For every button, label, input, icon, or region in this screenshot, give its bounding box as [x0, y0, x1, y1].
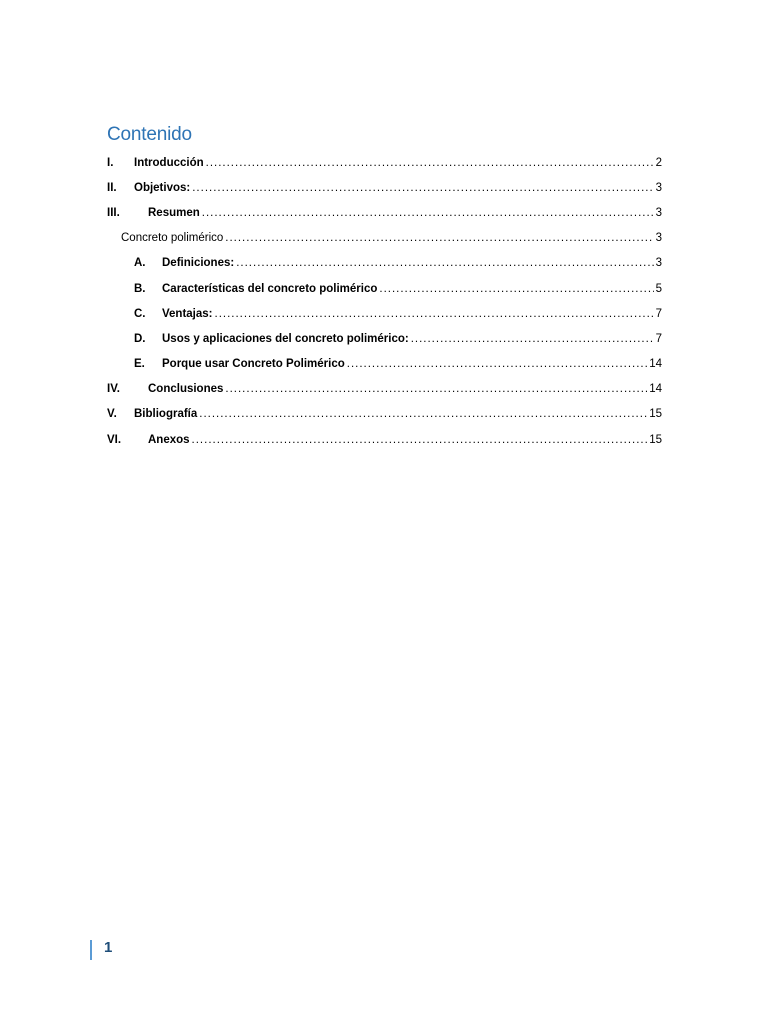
toc-entry-number: B. [134, 282, 146, 295]
toc-entry-page: 2 [655, 156, 662, 169]
toc-entry-page: 14 [649, 383, 662, 396]
toc-entry-page: 3 [655, 232, 662, 245]
toc-entry-number: C. [134, 307, 146, 320]
toc-entry-title: Resumen [148, 206, 200, 219]
toc-entry-page: 15 [649, 408, 662, 421]
toc-list [107, 150, 662, 452]
toc-entry-definiciones[interactable] [107, 251, 662, 276]
toc-leader-dots [206, 157, 654, 169]
toc-entry-number: A. [134, 257, 146, 270]
toc-entry-page: 7 [655, 307, 662, 320]
toc-entry-porque-usar[interactable] [107, 352, 662, 377]
toc-leader-dots [192, 434, 648, 446]
toc-entry-conclusiones[interactable] [107, 377, 662, 402]
toc-entry-number: I. [107, 156, 114, 169]
toc-leader-dots [411, 333, 654, 345]
toc-leader-dots [192, 182, 653, 194]
toc-entry-number: E. [134, 358, 145, 371]
toc-leader-dots [199, 408, 647, 420]
toc-entry-title: Objetivos: [134, 181, 191, 194]
toc-entry-title: Conclusiones [148, 383, 224, 396]
toc-entry-resumen[interactable] [107, 200, 662, 225]
toc-entry-title: Usos y aplicaciones del concreto polimérico: [162, 332, 409, 345]
footer-page-bar [90, 940, 92, 960]
toc-leader-dots [225, 383, 647, 395]
toc-entry-number: III. [107, 206, 120, 219]
toc-leader-dots [347, 358, 647, 370]
toc-entry-title: Porque usar Concreto Polimérico [162, 358, 345, 371]
toc-entry-bibliografia[interactable] [107, 402, 662, 427]
toc-heading: Contenido [107, 124, 192, 145]
toc-entry-introduccion[interactable] [107, 150, 662, 175]
footer-page-number: 1 [104, 939, 113, 956]
toc-entry-number: II. [107, 181, 117, 194]
toc-entry-title: Concreto polimérico [121, 232, 224, 245]
toc-entry-page: 14 [649, 358, 662, 371]
toc-entry-number: IV. [107, 383, 121, 396]
toc-entry-concreto-polimerico[interactable] [107, 226, 662, 251]
toc-entry-page: 3 [655, 181, 662, 194]
toc-entry-objetivos[interactable] [107, 175, 662, 200]
toc-leader-dots [225, 232, 653, 244]
toc-entry-page: 3 [655, 257, 662, 270]
toc-leader-dots [215, 308, 654, 320]
toc-entry-title: Bibliografía [134, 408, 198, 421]
toc-entry-number: D. [134, 332, 146, 345]
toc-entry-title: Anexos [148, 433, 190, 446]
toc-entry-title: Introducción [134, 156, 204, 169]
toc-entry-usos[interactable] [107, 326, 662, 351]
toc-leader-dots [202, 207, 654, 219]
toc-leader-dots [379, 283, 653, 295]
toc-entry-caracteristicas[interactable] [107, 276, 662, 301]
toc-entry-page: 3 [655, 206, 662, 219]
toc-entry-number: V. [107, 408, 117, 421]
toc-entry-anexos[interactable] [107, 427, 662, 452]
toc-entry-title: Ventajas: [162, 307, 213, 320]
toc-entry-title: Características del concreto polimérico [162, 282, 378, 295]
toc-entry-page: 5 [655, 282, 662, 295]
toc-leader-dots [236, 257, 653, 269]
toc-entry-page: 15 [649, 433, 662, 446]
toc-entry-number: VI. [107, 433, 122, 446]
toc-entry-ventajas[interactable] [107, 301, 662, 326]
toc-entry-title: Definiciones: [162, 257, 235, 270]
toc-entry-page: 7 [655, 332, 662, 345]
